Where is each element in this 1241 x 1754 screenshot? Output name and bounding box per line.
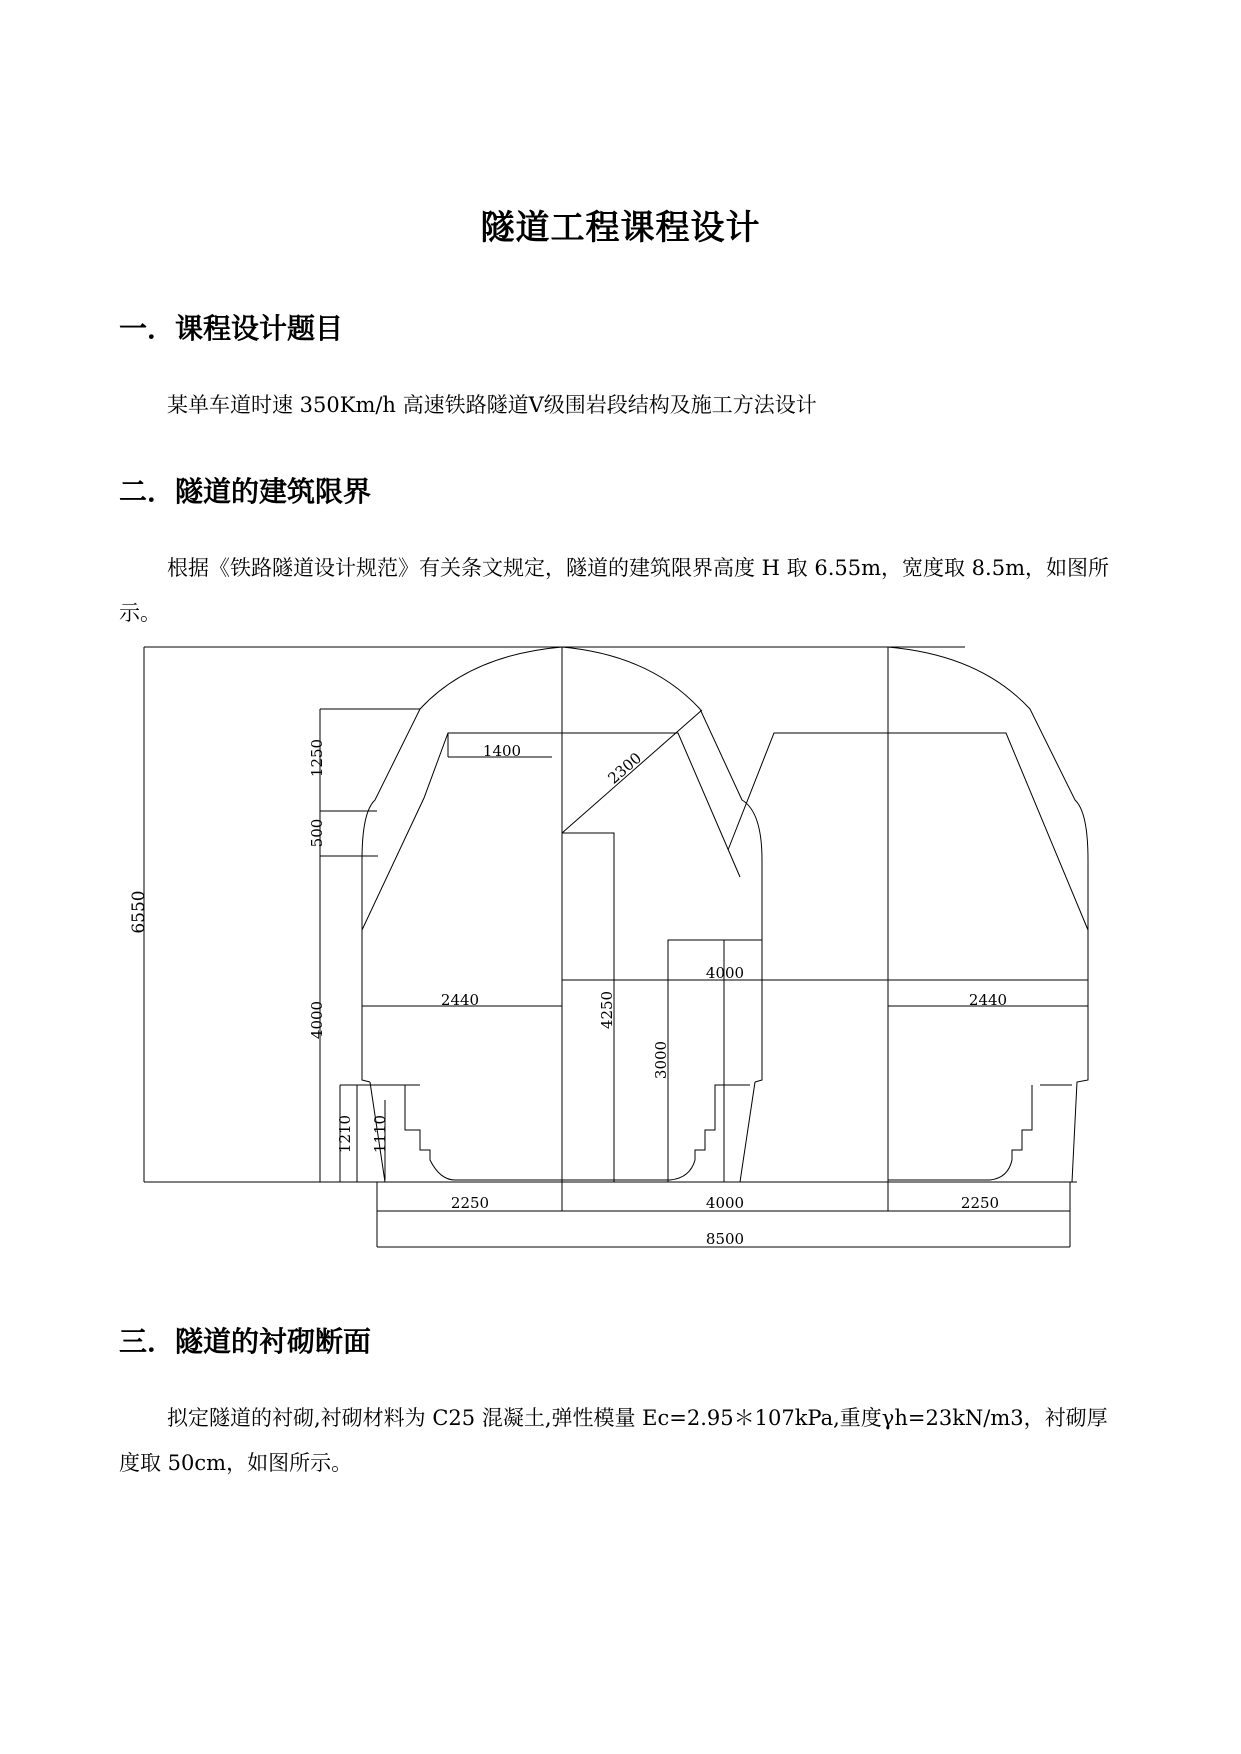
dim-bottom-8500: 8500 — [705, 1230, 745, 1248]
section-heading-2: 二．隧道的建筑限界 — [119, 475, 372, 508]
dim-1110: 1110 — [371, 1114, 389, 1154]
dim-4000-mid: 4000 — [705, 964, 745, 982]
dim-bottom-4000: 4000 — [705, 1194, 745, 1212]
dim-1250: 1250 — [308, 738, 326, 778]
dim-4000-left: 4000 — [308, 1000, 326, 1040]
section-3-paragraph: 拟定隧道的衬砌,衬砌材料为 C25 混凝土,弹性模量 Ec=2.95＊107kPa,重度γh=23kN/m3，衬砌厚度取 50cm，如图所示。 — [119, 1406, 1108, 1475]
dim-bottom-2250-right: 2250 — [960, 1194, 1000, 1212]
dim-1400: 1400 — [482, 742, 522, 760]
dim-1210: 1210 — [336, 1114, 354, 1154]
document-title: 隧道工程课程设计 — [480, 208, 761, 248]
section-1-paragraph: 某单车道时速 350Km/h 高速铁路隧道Ⅴ级围岩段结构及施工方法设计 — [167, 393, 817, 417]
section-heading-1: 一．课程设计题目 — [119, 312, 344, 345]
section-2-paragraph: 根据《铁路隧道设计规范》有关条文规定，隧道的建筑限界高度 H 取 6.55m，宽度取 8.5m，如图所示。 — [119, 556, 1109, 625]
dim-2300: 2300 — [604, 748, 646, 788]
dim-2440-right: 2440 — [968, 991, 1008, 1009]
dim-total-height: 6550 — [129, 890, 149, 934]
dim-2440-left: 2440 — [440, 991, 480, 1009]
section-heading-3: 三．隧道的衬砌断面 — [119, 1325, 372, 1358]
dim-3000: 3000 — [652, 1040, 670, 1080]
dim-4250: 4250 — [598, 990, 616, 1030]
dim-500: 500 — [308, 818, 326, 848]
dim-bottom-2250-left: 2250 — [450, 1194, 490, 1212]
